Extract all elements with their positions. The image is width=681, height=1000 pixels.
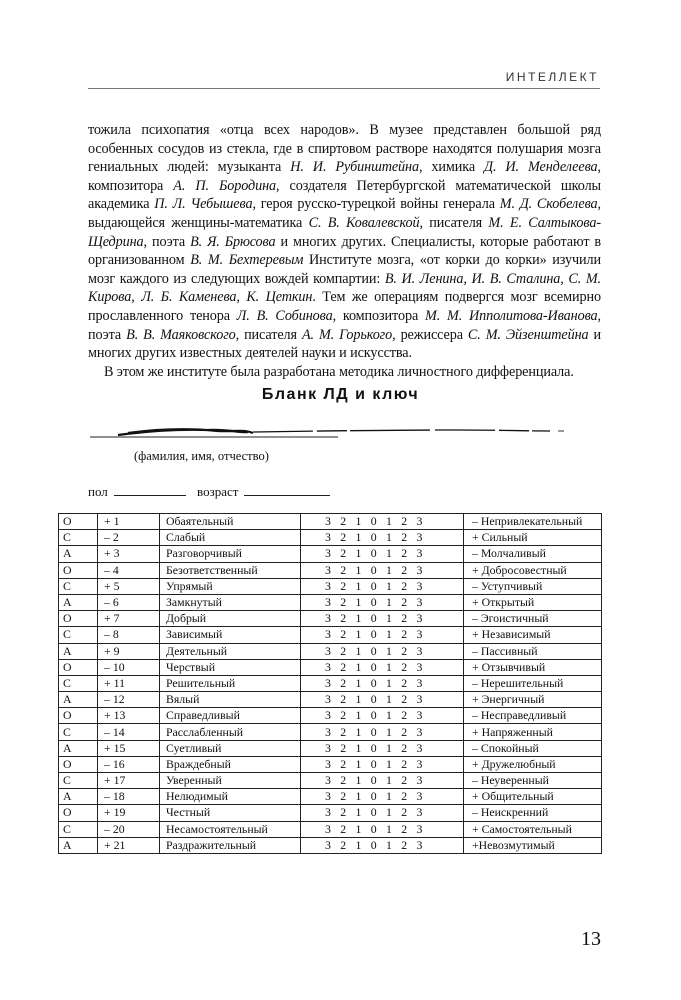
factor-cell: А xyxy=(59,837,98,853)
scale-cell[interactable]: 3 2 1 0 1 2 3 xyxy=(301,821,464,837)
scale-cell[interactable]: 3 2 1 0 1 2 3 xyxy=(301,594,464,610)
left-adjective-cell: Решительный xyxy=(160,675,301,691)
table-row xyxy=(59,740,602,756)
left-adjective-cell: Справедливый xyxy=(160,708,301,724)
age-field[interactable] xyxy=(244,485,330,496)
factor-cell: С xyxy=(59,675,98,691)
left-adjective-cell: Суетливый xyxy=(160,740,301,756)
key-cell: + 9 xyxy=(98,643,160,659)
factor-cell: А xyxy=(59,692,98,708)
name-signature-line xyxy=(88,421,568,449)
key-cell: – 20 xyxy=(98,821,160,837)
left-adjective-cell: Нелюдимый xyxy=(160,789,301,805)
key-cell: + 7 xyxy=(98,611,160,627)
factor-cell: О xyxy=(59,708,98,724)
factor-cell: С xyxy=(59,627,98,643)
right-adjective-cell: – Несправедливый xyxy=(464,708,602,724)
right-adjective-cell: + Общительный xyxy=(464,789,602,805)
scale-cell[interactable]: 3 2 1 0 1 2 3 xyxy=(301,611,464,627)
factor-cell: С xyxy=(59,773,98,789)
left-adjective-cell: Упрямый xyxy=(160,578,301,594)
scale-cell[interactable]: 3 2 1 0 1 2 3 xyxy=(301,514,464,530)
table-row xyxy=(59,659,602,675)
left-adjective-cell: Уверенный xyxy=(160,773,301,789)
key-cell: + 1 xyxy=(98,514,160,530)
table-row xyxy=(59,643,602,659)
table-row xyxy=(59,724,602,740)
key-cell: + 19 xyxy=(98,805,160,821)
left-adjective-cell: Обаятельный xyxy=(160,514,301,530)
age-label: возраст xyxy=(197,484,239,499)
table-row xyxy=(59,675,602,691)
factor-cell: С xyxy=(59,578,98,594)
left-adjective-cell: Деятельный xyxy=(160,643,301,659)
scale-cell[interactable]: 3 2 1 0 1 2 3 xyxy=(301,659,464,675)
key-cell: – 6 xyxy=(98,594,160,610)
factor-cell: С xyxy=(59,724,98,740)
key-cell: – 4 xyxy=(98,562,160,578)
factor-cell: А xyxy=(59,643,98,659)
key-cell: + 5 xyxy=(98,578,160,594)
factor-cell: О xyxy=(59,611,98,627)
table-row xyxy=(59,546,602,562)
left-adjective-cell: Зависимый xyxy=(160,627,301,643)
key-cell: – 18 xyxy=(98,789,160,805)
left-adjective-cell: Слабый xyxy=(160,530,301,546)
right-adjective-cell: – Эгоистичный xyxy=(464,611,602,627)
left-adjective-cell: Враждебный xyxy=(160,756,301,772)
table-row xyxy=(59,530,602,546)
key-cell: – 2 xyxy=(98,530,160,546)
key-cell: – 10 xyxy=(98,659,160,675)
right-adjective-cell: – Нерешительный xyxy=(464,675,602,691)
scale-cell[interactable]: 3 2 1 0 1 2 3 xyxy=(301,692,464,708)
right-adjective-cell: + Сильный xyxy=(464,530,602,546)
factor-cell: А xyxy=(59,594,98,610)
left-adjective-cell: Несамостоятельный xyxy=(160,821,301,837)
form-title: Бланк ЛД и ключ xyxy=(261,386,420,403)
table-row xyxy=(59,805,602,821)
table-row xyxy=(59,692,602,708)
right-adjective-cell: + Напряженный xyxy=(464,724,602,740)
scale-cell[interactable]: 3 2 1 0 1 2 3 xyxy=(301,724,464,740)
scale-cell[interactable]: 3 2 1 0 1 2 3 xyxy=(301,562,464,578)
body-text xyxy=(88,121,601,381)
page-number: 13 xyxy=(581,928,601,950)
key-cell: – 8 xyxy=(98,627,160,643)
table-row xyxy=(59,578,602,594)
table-row xyxy=(59,756,602,772)
key-cell: – 12 xyxy=(98,692,160,708)
table-row xyxy=(59,627,602,643)
paragraph-1: тожила психопатия «отца всех народов». В музее представлен большой ряд особенных сосудов из стекла, где в спиртовом растворе находятся полушария мозга гениальных людей: музыканта Н. И. Рубинштейна, химика Д. И. Менделеева, композитора А. П. Бородина, создателя Петербургской математической школы академика П. Л. Чебышева, героя русско-турецкой войны генерала М. Д. Скобелева, выдающейся женщины-математика С. В. Ковалевской, писателя М. Е. Салтыкова-Щедрина, поэта В. Я. Брюсова и многих других. Специалисты, которые работают в организованном В. М. Бехтеревым Институте мозга, «от корки до корки» изучили мозг каждого из следующих вождей компартии: В. И. Ленина, И. В. Сталина, С. М. Кирова, Л. Б. Каменева, К. Цеткин. Тем же операциям подвергся мозг всемирно прославленного тенора Л. В. Собинова, композитора М. М. Ипполитова-Иванова, поэта В. В. Маяковского, писателя А. М. Горького, режиссера С. М. Эйзенштейна и многих других известных деятелей науки и искусства. xyxy=(88,122,601,362)
left-adjective-cell: Замкнутый xyxy=(160,594,301,610)
table-row xyxy=(59,837,602,853)
scale-cell[interactable]: 3 2 1 0 1 2 3 xyxy=(301,837,464,853)
key-cell: + 21 xyxy=(98,837,160,853)
running-head: ИНТЕЛЛЕКТ xyxy=(505,70,599,84)
left-adjective-cell: Разговорчивый xyxy=(160,546,301,562)
right-adjective-cell: – Спокойный xyxy=(464,740,602,756)
scale-cell[interactable]: 3 2 1 0 1 2 3 xyxy=(301,578,464,594)
factor-cell: О xyxy=(59,514,98,530)
left-adjective-cell: Вялый xyxy=(160,692,301,708)
key-cell: + 13 xyxy=(98,708,160,724)
table-row xyxy=(59,708,602,724)
factor-cell: А xyxy=(59,546,98,562)
factor-cell: С xyxy=(59,821,98,837)
scale-cell[interactable]: 3 2 1 0 1 2 3 xyxy=(301,530,464,546)
scale-cell[interactable]: 3 2 1 0 1 2 3 xyxy=(301,789,464,805)
left-adjective-cell: Честный xyxy=(160,805,301,821)
left-adjective-cell: Раздражительный xyxy=(160,837,301,853)
paragraph-2: В этом же институте была разработана методика личностного дифференциала. xyxy=(104,363,574,380)
right-adjective-cell: + Добросовестный xyxy=(464,562,602,578)
right-adjective-cell: – Уступчивый xyxy=(464,578,602,594)
factor-cell: О xyxy=(59,756,98,772)
right-adjective-cell: +Невозмутимый xyxy=(464,837,602,853)
scale-cell[interactable]: 3 2 1 0 1 2 3 xyxy=(301,708,464,724)
key-cell: – 16 xyxy=(98,756,160,772)
table-row xyxy=(59,594,602,610)
scale-cell[interactable]: 3 2 1 0 1 2 3 xyxy=(301,643,464,659)
key-cell: + 11 xyxy=(98,675,160,691)
table-row xyxy=(59,773,602,789)
gender-label: пол xyxy=(88,484,108,499)
left-adjective-cell: Безответственный xyxy=(160,562,301,578)
table-row xyxy=(59,611,602,627)
name-caption: (фамилия, имя, отчество) xyxy=(134,449,269,463)
factor-cell: С xyxy=(59,530,98,546)
factor-cell: А xyxy=(59,740,98,756)
scale-cell[interactable]: 3 2 1 0 1 2 3 xyxy=(301,805,464,821)
scale-cell[interactable]: 3 2 1 0 1 2 3 xyxy=(301,756,464,772)
scale-cell[interactable]: 3 2 1 0 1 2 3 xyxy=(301,627,464,643)
right-adjective-cell: – Пассивный xyxy=(464,643,602,659)
table-row xyxy=(59,562,602,578)
gender-field[interactable] xyxy=(114,485,186,496)
right-adjective-cell: – Непривлекательный xyxy=(464,514,602,530)
ld-table xyxy=(58,513,602,854)
scale-cell[interactable]: 3 2 1 0 1 2 3 xyxy=(301,740,464,756)
key-cell: + 15 xyxy=(98,740,160,756)
right-adjective-cell: + Открытый xyxy=(464,594,602,610)
scale-cell[interactable]: 3 2 1 0 1 2 3 xyxy=(301,773,464,789)
scale-cell[interactable]: 3 2 1 0 1 2 3 xyxy=(301,675,464,691)
table-row xyxy=(59,789,602,805)
key-cell: – 14 xyxy=(98,724,160,740)
factor-cell: А xyxy=(59,789,98,805)
right-adjective-cell: + Независимый xyxy=(464,627,602,643)
left-adjective-cell: Расслабленный xyxy=(160,724,301,740)
factor-cell: О xyxy=(59,659,98,675)
left-adjective-cell: Черствый xyxy=(160,659,301,675)
key-cell: + 17 xyxy=(98,773,160,789)
factor-cell: О xyxy=(59,562,98,578)
right-adjective-cell: + Отзывчивый xyxy=(464,659,602,675)
meta-row xyxy=(88,484,338,500)
scale-cell[interactable]: 3 2 1 0 1 2 3 xyxy=(301,546,464,562)
right-adjective-cell: + Дружелюбный xyxy=(464,756,602,772)
table-row xyxy=(59,821,602,837)
right-adjective-cell: – Неискренний xyxy=(464,805,602,821)
factor-cell: О xyxy=(59,805,98,821)
right-adjective-cell: + Энергичный xyxy=(464,692,602,708)
left-adjective-cell: Добрый xyxy=(160,611,301,627)
header-rule xyxy=(88,88,600,89)
right-adjective-cell: – Неуверенный xyxy=(464,773,602,789)
key-cell: + 3 xyxy=(98,546,160,562)
table-row xyxy=(59,514,602,530)
right-adjective-cell: + Самостоятельный xyxy=(464,821,602,837)
right-adjective-cell: – Молчаливый xyxy=(464,546,602,562)
